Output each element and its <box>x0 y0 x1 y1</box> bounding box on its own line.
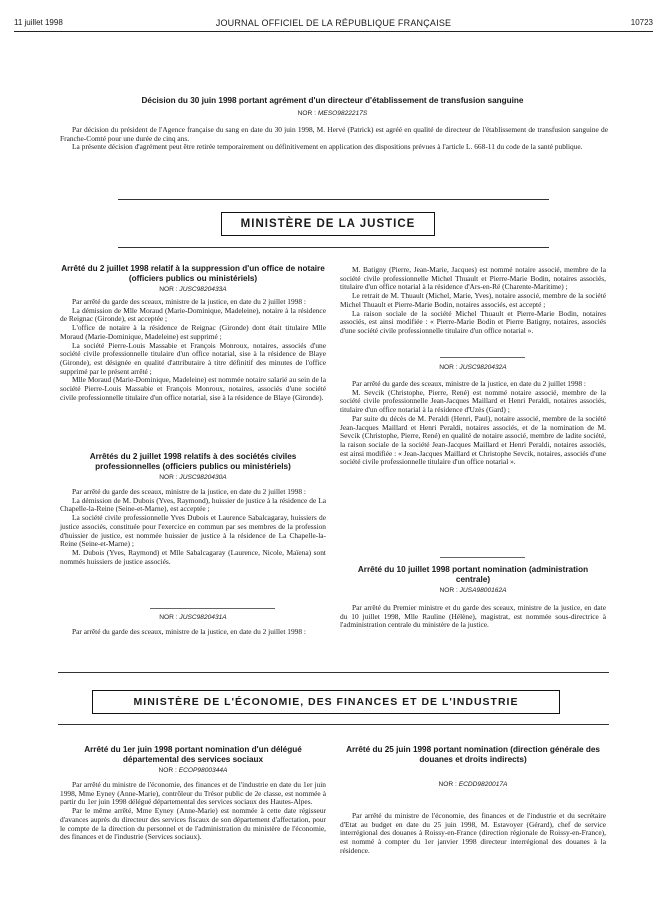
paragraph: Par arrêté du garde des sceaux, ministre de la justice, en date du 2 juillet 1998 : <box>352 379 586 388</box>
paragraph: Le retrait de M. Thuault (Michel, Marie, Yves), notaire associé, membre de la société Michel Thuault et Pierre-Marie Bodin, notaires associés, est accepté ; <box>340 291 606 309</box>
paragraph: La démission de Mlle Moraud (Marie-Dominique, Madeleine), notaire à la résidence de Reignac (Gironde), est acceptée ; <box>60 305 326 324</box>
paragraph: Mlle Moraud (Marie-Dominique, Madeleine) est nommée notaire salarié au sein de la société Pierre-Louis Massabie et François Monroux, notaires, associés d'une société civile professionnelle titulaire d'un office notarial, sise à la résidence de Blaye (Gironde). <box>60 375 326 402</box>
nor-code: MESO9822217S <box>317 110 368 117</box>
paragraph: La société civile professionnelle Yves Dubois et Laurence Sabalcagaray, huissiers de justice associés, constituée pour l'exercice en commun par ses membres de la profession d'huissier de justice, est nommée huissier de justice à la résidence de La Chapelle-la-Reine (Seine-et-Marne) ; <box>60 513 326 549</box>
paragraph: Par suite du décès de M. Peraldi (Henri, Paul), notaire associé, membre de la société Jean-Jacques Maillard et Henri Peraldi, notaires associés, et de la nomination de M. Sevcik (Christophe, Pierre, René) en qualité de notaire associé, membre de ladite société, la raison sociale de la société Jean-Jacques Maillard et Henri Peraldi, notaires associés, est ainsi modifiée : « Jean-Jacques Maillard et Christophe Sevcik, notaires, associés d'une société civile professionnelle titulaire d'un office notarial ». <box>340 413 606 467</box>
paragraph: Par arrêté du ministre de l'économie, des finances et de l'industrie en date du 1er juin 1998, Mme Eyney (Anne-Marie), contrôleur du Trésor public de 2e classe, est nommée à partir du 1er juin 1998 délégué départemental des services sociaux des Hautes-Alpes. <box>60 780 326 807</box>
arrete-body-societes <box>60 488 326 566</box>
arrete-nor: NOR : JUSC9820431A <box>159 614 227 621</box>
arrete-title-societes: Arrêtés du 2 juillet 1998 relatifs à des sociétés civiles professionnelles (officiers publics ou ministériels) <box>89 452 297 471</box>
paragraph: Par arrêté du garde des sceaux, ministre de la justice, en date du 2 juillet 1998 : <box>72 297 306 306</box>
paragraph: Par arrêté du ministre de l'économie, des finances et de l'industrie et du secrétaire d'Etat au budget en date du 25 juin 1998, M. Estavoyer (Gérard), chef de service interrégional des douanes à Roissy-en-France (direction régionale de Roissy-en-France), est nommé à compter du 1er janvier 1998 directeur interrégional des douanes à la résidence. <box>340 811 606 855</box>
arrete-body-eyney <box>60 781 326 842</box>
paragraph: L'office de notaire à la résidence de Reignac (Gironde) dont était titulaire Mlle Moraud (Marie-Dominique, Madeleine) est supprimé ; <box>60 323 326 341</box>
section-title-economie: MINISTÈRE DE L'ÉCONOMIE, DES FINANCES ET DE L'INDUSTRIE <box>92 690 560 714</box>
arrete-nor: NOR : ECOP9800344A <box>158 767 228 774</box>
separator <box>440 357 525 359</box>
section-rule-bottom <box>118 247 549 248</box>
arrete-title-administration: Arrêté du 10 juillet 1998 portant nomination (administration centrale) <box>357 565 589 584</box>
nor-label: NOR : <box>297 110 316 117</box>
arrete-nor: NOR : JUSC9820433A <box>159 286 227 293</box>
arrete-nor: NOR : JUSC9820430A <box>159 474 227 481</box>
decision-nor <box>0 110 665 117</box>
arrete-body-third <box>60 628 326 637</box>
arrete-body-sevcik <box>340 380 606 467</box>
paragraph: M. Sevcik (Christophe, Pierre, René) est nommé notaire associé, membre de la société civile professionnelle Jean-Jacques Maillard et Henri Peraldi, notaires associés, titulaire d'un office notarial à la résidence d'Uzès (Gard) ; <box>340 387 606 415</box>
paragraph: La société Pierre-Louis Massabie et François Monroux, notaires, associés d'une société civile professionnelle titulaire d'un office notarial, sise à la résidence de Blaye (Gironde), est désignée en qualité d'attributaire à titre définitif des minutes de l'office supprimé par le présent arrêté ; <box>60 340 326 376</box>
nor-code: JUSC9820430A <box>179 474 227 481</box>
page-header <box>14 18 653 32</box>
arrete-body-estavoyer <box>340 812 606 856</box>
paragraph: M. Dubois (Yves, Raymond) et Mlle Sabalcagaray (Laurence, Nicole, Maïena) sont nommés huissiers de justice associés. <box>60 547 326 566</box>
arrete-body-rauline <box>340 604 606 630</box>
paragraph: M. Batigny (Pierre, Jean-Marie, Jacques) est nommé notaire associé, membre de la société civile professionnelle Michel Thuault et Pierre-Marie Bodin, notaires associés, titulaire d'un office notarial à la résidence d'Ars-en-Ré (Charente-Maritime) ; <box>340 265 606 292</box>
decision-title: Décision du 30 juin 1998 portant agrément d'un directeur d'établissement de transfusion sanguine <box>141 96 524 105</box>
arrete-title-suppression: Arrêté du 2 juillet 1998 relatif à la suppression d'un office de notaire (officiers publics ou ministériels) <box>61 264 325 283</box>
paragraph: Par arrêté du garde des sceaux, ministre de la justice, en date du 2 juillet 1998 : <box>72 487 306 496</box>
separator <box>440 557 525 559</box>
arrete-title-delegue: Arrêté du 1er juin 1998 portant nomination d'un délégué départemental des services sociaux <box>84 745 302 764</box>
header-journal-title: JOURNAL OFFICIEL DE LA RÉPUBLIQUE FRANÇAISE <box>215 18 452 28</box>
paragraph: La démission de M. Dubois (Yves, Raymond), huissier de justice à la résidence de La Chapelle-la-Reine (Seine-et-Marne), est acceptée ; <box>60 495 326 514</box>
nor-code: JUSC9820431A <box>179 614 227 621</box>
arrete-body-suppression <box>60 298 326 402</box>
paragraph: Par décision du président de l'Agence française du sang en date du 30 juin 1998, M. Hervé (Patrick) est agréé en qualité de directeur de l'établissement de transfusion sanguine de Franche-Comté pour une durée de cinq ans. <box>60 125 608 143</box>
nor-code: JUSC9820433A <box>179 286 227 293</box>
arrete-nor: NOR : JUSA9800162A <box>439 587 507 594</box>
arrete-title-douanes: Arrêté du 25 juin 1998 portant nomination (direction générale des douanes et droits indirects) <box>346 745 600 764</box>
nor-code: JUSC9820432A <box>459 364 507 371</box>
header-page-number: 10723 <box>630 18 653 27</box>
header-rule <box>14 31 653 32</box>
arrete-nor: NOR : JUSC9820432A <box>439 364 507 371</box>
separator <box>150 608 275 610</box>
paragraph: Par le même arrêté, Mme Eyney (Anne-Marie) est nommée à cette date régisseur d'avances auprès du directeur des services fiscaux de son département d'affectation, pour le compte de la direction du personnel et de l'administration du ministère de l'économie, des finances et de l'industrie (Services sociaux). <box>60 806 326 842</box>
section-rule-top <box>58 672 609 673</box>
section-rule-bottom <box>58 724 609 725</box>
paragraph: La présente décision d'agrément peut être retirée temporairement ou définitivement en application des dispositions prévues à l'article L. 668-11 du code de la santé publique. <box>72 142 583 152</box>
arrete-body-batigny <box>340 266 606 336</box>
paragraph: La raison sociale de la société Michel Thuault et Pierre-Marie Bodin, notaires associés, est ainsi modifiée : « Pierre-Marie Bodin et Pierre Batigny, notaires, associés d'une société civile professionnelle titulaire d'un office notarial ». <box>340 308 606 335</box>
nor-code: ECOP9800344A <box>178 767 228 774</box>
nor-code: ECDD9820017A <box>458 781 508 788</box>
paragraph: Par arrêté du Premier ministre et du garde des sceaux, ministre de la justice, en date du 10 juillet 1998, Mlle Rauline (Hélène), magistrat, est nommée sous-directrice à l'administration centrale du ministère de la justice. <box>340 603 606 630</box>
decision-body <box>60 126 608 152</box>
section-rule-top <box>118 199 549 200</box>
header-date: 11 juillet 1998 <box>14 18 63 27</box>
arrete-nor: NOR : ECDD9820017A <box>438 781 508 788</box>
paragraph: Par arrêté du garde des sceaux, ministre de la justice, en date du 2 juillet 1998 : <box>72 627 306 636</box>
section-title-justice: MINISTÈRE DE LA JUSTICE <box>221 212 435 236</box>
nor-code: JUSA9800162A <box>459 587 507 594</box>
